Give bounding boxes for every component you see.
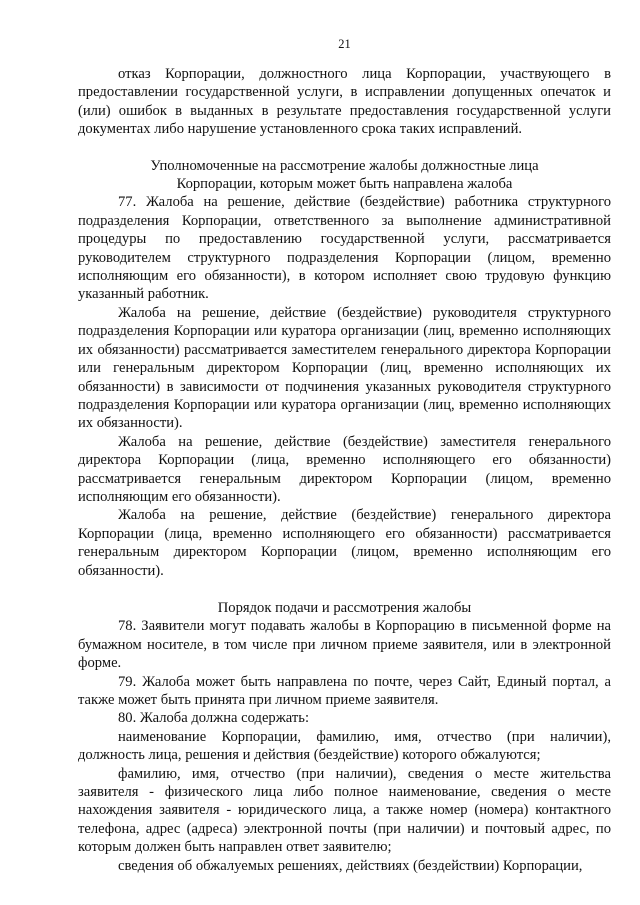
paragraph-80: 80. Жалоба должна содержать: xyxy=(118,710,309,727)
intro-paragraph: отказ Корпорации, должностного лица Корпорации, участвующего в предоставлении государственной услуги, в исправлении допущенных опечаток и (или) ошибок в выданных в результате предоставления государственной услуги документах либо нарушение установленного срока таких исправлений. xyxy=(78,66,611,138)
paragraph-77-2: Жалоба на решение, действие (бездействие) руководителя структурного подразделения Корпорации или куратора организации (лиц, временно исполняющих их обязанности) рассматривается заместителем генерального директора Корпорации или генеральным директором Корпорации (лиц, временно исполняющих их обязанности) в зависимости от подчинения указанных руководителя структурного подразделения Корпорации или куратора организации (лиц, временно исполняющих их обязанности). xyxy=(78,304,611,432)
paragraph-80-item-1: наименование Корпорации, фамилию, имя, отчество (при наличии), должность лица, решения и действия (бездействие) которого обжалуются; xyxy=(78,728,611,764)
paragraph-77-4: Жалоба на решение, действие (бездействие) генерального директора Корпорации (лица, временно исполняющего его обязанности) рассматривается генеральным директором Корпорации (лицом, временно исполняющим его обязанности). xyxy=(78,507,611,579)
paragraph-80-item-2: фамилию, имя, отчество (при наличии), сведения о месте жительства заявителя - физического лица либо полное наименование, сведения о месте нахождения заявителя - юридического лица, а также номер (номера) контактного телефона, адрес (адреса) электронной почты (при наличии) и почтовый адрес, по которым должен быть направлен ответ заявителю; xyxy=(78,765,611,856)
paragraph-77: 77. Жалоба на решение, действие (бездействие) работника структурного подразделения Корпорации, ответственного за выполнение административной процедуры по предоставлению государственной услуги, рассматривается руководителем структурного подразделения Корпорации (лицом, временно исполняющим его обязанности), в котором исполняет свою трудовую функцию указанный работник. xyxy=(78,194,611,303)
paragraph-80-item-3: сведения об обжалуемых решениях, действиях (бездействии) Корпорации, xyxy=(118,857,583,874)
paragraph-79: 79. Жалоба может быть направлена по почте, через Сайт, Единый портал, а также может быть принята при личном приеме заявителя. xyxy=(78,673,611,708)
section-complaint-procedure xyxy=(78,599,611,875)
section-heading-line-1: Уполномоченные на рассмотрение жалобы должностные лица xyxy=(150,157,539,174)
paragraph-77-3: Жалоба на решение, действие (бездействие) заместителя генерального директора Корпорации (лица, временно исполняющего его обязанности) рассматривается генеральным директором Корпорации (лицом, временно исполняющим его обязанности). xyxy=(78,433,611,505)
section-authorized-officials xyxy=(78,157,611,580)
section-heading-line-2: Корпорации, которым может быть направлена жалоба xyxy=(176,176,513,193)
paragraph-78: 78. Заявители могут подавать жалобы в Корпорацию в письменной форме на бумажном носителе, в том числе при личном приеме заявителя, или в электронной форме. xyxy=(78,618,611,672)
page-number: 21 xyxy=(338,37,351,51)
section-heading-procedure: Порядок подачи и рассмотрения жалобы xyxy=(217,599,472,616)
